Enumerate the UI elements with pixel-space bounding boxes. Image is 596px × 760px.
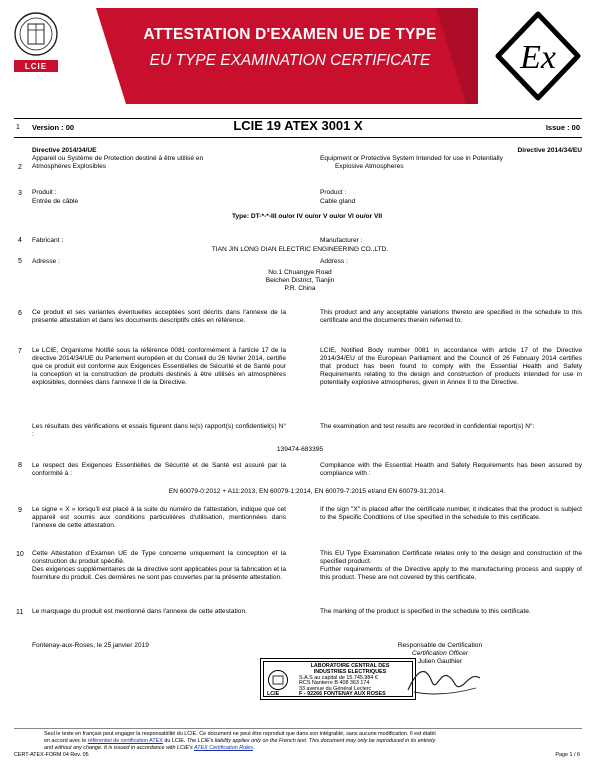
stamp-line4: RCS Nanterre B 408 363 174 xyxy=(299,680,370,686)
stamp-logo-text: LCIE xyxy=(267,691,280,697)
marking-fr: Le marquage du produit est mentionné dans l'annexe de cette attestation. xyxy=(32,608,247,615)
row-number: 1 xyxy=(16,124,20,131)
variants-en: This product and any acceptable variations thereto are specified in the schedule to this certificate and the documents therein referred to. xyxy=(320,309,582,324)
row-number: 9 xyxy=(18,507,22,514)
footer-line3: and without any change. It is issued in accordance with LCIE's ATEX Certification Rules. xyxy=(44,745,255,751)
product-value-en: Cable gland xyxy=(320,198,356,205)
equipment-fr-line2: Atmosphères Explosibles xyxy=(32,163,107,170)
certification-rules-en-link[interactable]: ATEX Certification Rules xyxy=(194,745,253,751)
scope-fr-1: Cette Attestation d'Examen UE de Type concerne uniquement la conception et la construction du produit spécifié. xyxy=(32,550,286,565)
equipment-en-line1: Equipment or Protective System Intended for use in Potentially xyxy=(320,155,503,162)
variants-fr: Ce produit et ses variantes éventuelles acceptées sont décrits dans l'annexe de la présente attestation et dans les documents descriptifs cités en référence. xyxy=(32,309,286,324)
company-stamp xyxy=(260,658,416,700)
role-en: Certification Officer xyxy=(411,650,469,657)
row-number: 3 xyxy=(18,190,22,197)
marking-en: The marking of the product is specified in the schedule to this certificate. xyxy=(320,608,531,615)
report-number: 139474-683395 xyxy=(276,446,324,453)
row-number: 8 xyxy=(18,462,22,469)
row-number: 2 xyxy=(18,164,22,171)
scope-en-1: This EU Type Examination Certificate relates only to the design and construction of the specified product. xyxy=(320,550,582,565)
manufacturer-name: TIAN JIN LONG DIAN ELECTRIC ENGINEERING CO.,LTD. xyxy=(211,246,389,253)
results-en: The examination and test results are recorded in confidential report(s) N°: xyxy=(320,423,535,430)
title-fr: ATTESTATION D'EXAMEN UE DE TYPE xyxy=(143,26,437,43)
row-number: 11 xyxy=(16,609,24,616)
certification-rules-fr-link[interactable]: référentiel de certification ATEX xyxy=(87,738,163,744)
sign-x-en: If the sign "X" is placed after the certificate number, it indicates that the product is subject to the Specific Conditions of Use specified in the schedule to this certificate. xyxy=(320,506,582,521)
stamp-line6: F - 92266 FONTENAY AUX ROSES xyxy=(299,691,386,697)
bureau-veritas-lcie-logo xyxy=(14,10,58,82)
form-reference: CERT-ATEX-FORM 04 Rev. 05 xyxy=(14,752,89,758)
product-value-fr: Entrée de câble xyxy=(32,198,79,205)
address-line3: P.R. China xyxy=(284,285,316,292)
results-fr: Les résultats des vérifications et essais figurent dans le(s) rapport(s) confidentiel(s) N° : xyxy=(32,423,286,438)
directive-fr: Directive 2014/34/UE xyxy=(32,147,97,154)
version-label: Version : 00 xyxy=(32,123,75,132)
certificate-number: LCIE 19 ATEX 3001 X xyxy=(233,118,363,133)
product-type-line: Type: DT-*-*-III ou/or IV ou/or V ou/or VI ou/or VII xyxy=(231,213,383,220)
handwritten-signature xyxy=(404,658,484,702)
manufacturer-label-fr: Fabricant : xyxy=(32,237,64,244)
directive-en: Directive 2014/34/EU xyxy=(517,147,582,154)
stamp-line2: INDUSTRIES ELECTRIQUES xyxy=(313,669,387,675)
title-en: EU TYPE EXAMINATION CERTIFICATE xyxy=(149,52,431,69)
row-number: 5 xyxy=(18,258,22,265)
ex-mark-text: Ex xyxy=(520,39,556,76)
address-label-en: Address : xyxy=(320,258,348,265)
notified-body-en: LCIE, Notified Body number 0081 in accordance with article 17 of the Directive 2014/34/EU of the European Parliament and the Council of 26 February 2014 certifies that product has been found to comply with the Essential Health and Safety Requirements relating to the design and construction of products intended for use in potentially explosive atmospheres, given in Annex II to the Directive. xyxy=(320,347,582,386)
row-number: 6 xyxy=(18,310,22,317)
compliance-en: Compliance with the Essential Health and Safety Requirements has been assured by compliance with : xyxy=(320,462,582,477)
role-fr: Responsable de Certification xyxy=(397,642,483,649)
signatory-name: Julien Gauthier xyxy=(417,658,463,665)
scope-en-2: Further requirements of the Directive apply to the manufacturing process and supply of this product. These are not covered by this certificate. xyxy=(320,566,582,581)
row-number: 7 xyxy=(18,348,22,355)
sign-x-fr: Le signe « X » lorsqu'il est placé à la suite du numéro de l'attestation, indique que cet appareil est soumis aux conditions particulières d'utilisation, mentionnées dans l'annexe de cette attestation. xyxy=(32,506,286,529)
stamp-logo-icon xyxy=(267,669,289,691)
row-number: 4 xyxy=(18,237,22,244)
notified-body-fr: Le LCIE, Organisme Notifié sous la référence 0081 conformément à l'article 17 de la directive 2014/34/UE du Parlement européen et du Conseil du 26 février 2014, certifie que ce produit est conforme aux Exigences Essentielles de Sécurité et de Santé pour la conception et la construction de produits destinés à être utilisés en atmosphères explosibles, données dans l'annexe II de la Directive. xyxy=(32,347,286,386)
standards-list: EN 60079-0:2012 + A11:2013, EN 60079-1:2014, EN 60079-7:2015 et/and EN 60079-31:2014. xyxy=(168,488,446,495)
ex-mark-icon xyxy=(490,8,586,108)
compliance-fr: Le respect des Exigences Essentielles de Sécurité et de Santé est assuré par la conformité à : xyxy=(32,462,286,477)
footer-line2: en accord avec le référentiel de certification ATEX du LCIE. The LCIE's liability applies only on the French text. This document may only be reproduced in its entirety xyxy=(44,738,436,744)
product-label-en: Product : xyxy=(320,189,347,196)
equipment-en-line2: Explosive Atmospheres xyxy=(335,163,404,170)
stamp-line1: LABORATOIRE CENTRAL DES xyxy=(310,663,390,669)
manufacturer-label-en: Manufacturer : xyxy=(320,237,363,244)
stamp-line3: S.A.S au capital de 15.745.984 € xyxy=(299,675,378,681)
product-label-fr: Produit : xyxy=(32,189,57,196)
row-number: 10 xyxy=(16,551,24,558)
stamp-line5: 33 avenue du Général Leclerc xyxy=(299,686,372,692)
address-line2: Beichen District, Tianjin xyxy=(265,277,335,284)
issue-label: Issue : 00 xyxy=(545,123,580,132)
scope-fr-2: Des exigences supplémentaires de la directive sont applicables pour la fabrication et la fourniture du produit. Ces dernières ne sont pas couvertes par la présente attestation. xyxy=(32,566,286,581)
footer-line1: Seul le texte en français peut engager la responsabilité du LCIE. Ce document ne peut être reproduit que dans son intégralité, sans aucune modification. Il est établi xyxy=(44,731,436,737)
page-number: Page 1 / 6 xyxy=(555,752,580,758)
address-label-fr: Adresse : xyxy=(32,258,60,265)
place-date: Fontenay-aux-Roses, le 25 janvier 2019 xyxy=(32,642,149,649)
equipment-fr-line1: Appareil ou Système de Protection destiné à être utilisé en xyxy=(32,155,204,162)
svg-text:LCIE: LCIE xyxy=(24,62,48,71)
address-line1: No.1 Chuangye Road xyxy=(268,269,332,276)
